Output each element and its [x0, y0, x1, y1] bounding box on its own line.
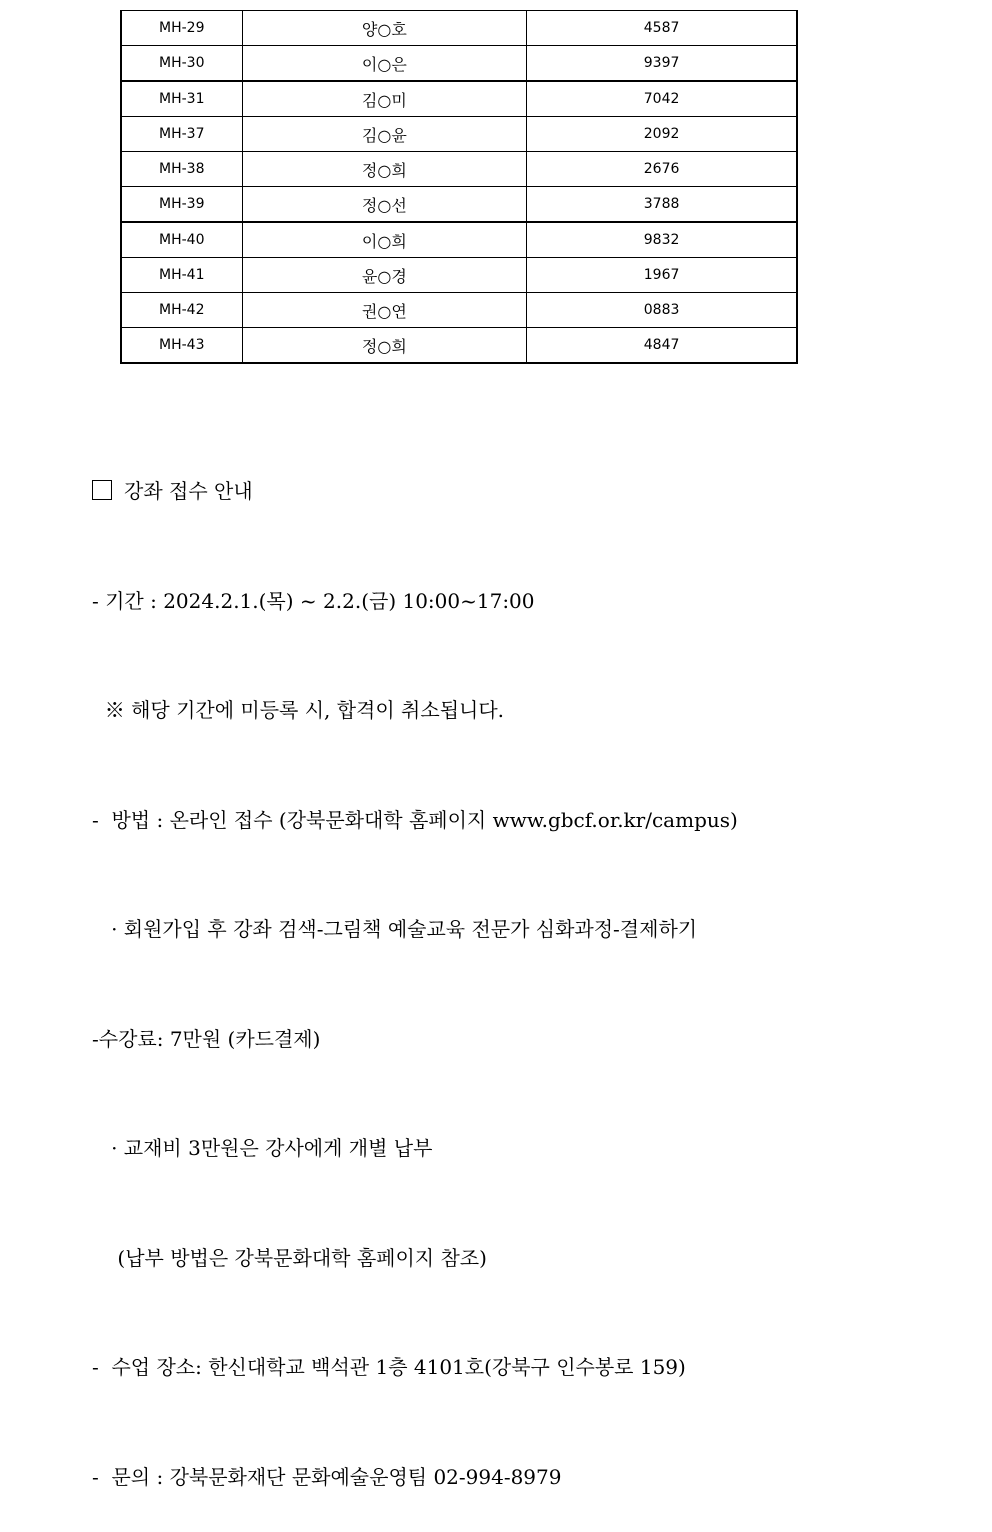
row-id: MH-30 — [121, 46, 242, 82]
row-code: 0883 — [527, 293, 797, 328]
fee-detail-line: · 교재비 3만원은 강사에게 개별 납부 — [92, 1136, 433, 1160]
row-id: MH-43 — [121, 328, 242, 364]
row-name: 권○연 — [242, 293, 527, 328]
row-code: 2676 — [527, 152, 797, 187]
row-name: 정○선 — [242, 187, 527, 223]
table-row — [121, 81, 797, 117]
row-name: 양○호 — [242, 11, 527, 46]
row-code: 4587 — [527, 11, 797, 46]
table-row — [121, 328, 797, 364]
notice-heading: 강좌 접수 안내 — [124, 479, 253, 503]
method-detail-line: · 회원가입 후 강좌 검색-그림책 예술교육 전문가 심화과정-결제하기 — [92, 917, 698, 941]
method-line: - 방법 : 온라인 접수 (강북문화대학 홈페이지 www.gbcf.or.kr/campus) — [92, 807, 738, 832]
row-name: 김○미 — [242, 81, 527, 117]
fee-line: -수강료: 7만원 (카드결제) — [92, 1026, 321, 1051]
table-row — [121, 11, 797, 46]
period-line: - 기간 : 2024.2.1.(목) ~ 2.2.(금) 10:00~17:00 — [92, 588, 535, 613]
row-code: 9397 — [527, 46, 797, 82]
row-name: 윤○경 — [242, 258, 527, 293]
row-code: 9832 — [527, 222, 797, 258]
row-id: MH-41 — [121, 258, 242, 293]
row-name: 정○희 — [242, 328, 527, 364]
period-note-line: ※ 해당 기간에 미등록 시, 합격이 취소됩니다. — [92, 698, 505, 722]
table-row — [121, 152, 797, 187]
row-id: MH-39 — [121, 187, 242, 223]
notice-heading-line — [92, 473, 738, 510]
row-id: MH-37 — [121, 117, 242, 152]
location-line: - 수업 장소: 한신대학교 백석관 1층 4101호(강북구 인수봉로 159) — [92, 1355, 686, 1379]
row-id: MH-40 — [121, 222, 242, 258]
table-row — [121, 258, 797, 293]
row-code: 3788 — [527, 187, 797, 223]
table-row — [121, 293, 797, 328]
row-id: MH-42 — [121, 293, 242, 328]
table-row — [121, 117, 797, 152]
row-id: MH-29 — [121, 11, 242, 46]
row-name: 이○희 — [242, 222, 527, 258]
row-id: MH-38 — [121, 152, 242, 187]
registration-notice — [92, 400, 738, 1532]
fee-note-line: (납부 방법은 강북문화대학 홈페이지 참조) — [92, 1245, 487, 1270]
contact-line: - 문의 : 강북문화재단 문화예술운영팀 02-994-8979 — [92, 1464, 562, 1489]
table-row — [121, 187, 797, 223]
row-code: 7042 — [527, 81, 797, 117]
row-code: 1967 — [527, 258, 797, 293]
checkbox-square-icon — [92, 480, 112, 500]
row-name: 정○희 — [242, 152, 527, 187]
row-code: 2092 — [527, 117, 797, 152]
row-id: MH-31 — [121, 81, 242, 117]
row-code: 4847 — [527, 328, 797, 364]
row-name: 이○은 — [242, 46, 527, 82]
row-name: 김○윤 — [242, 117, 527, 152]
roster-table — [120, 10, 798, 364]
table-row — [121, 222, 797, 258]
table-row — [121, 46, 797, 82]
